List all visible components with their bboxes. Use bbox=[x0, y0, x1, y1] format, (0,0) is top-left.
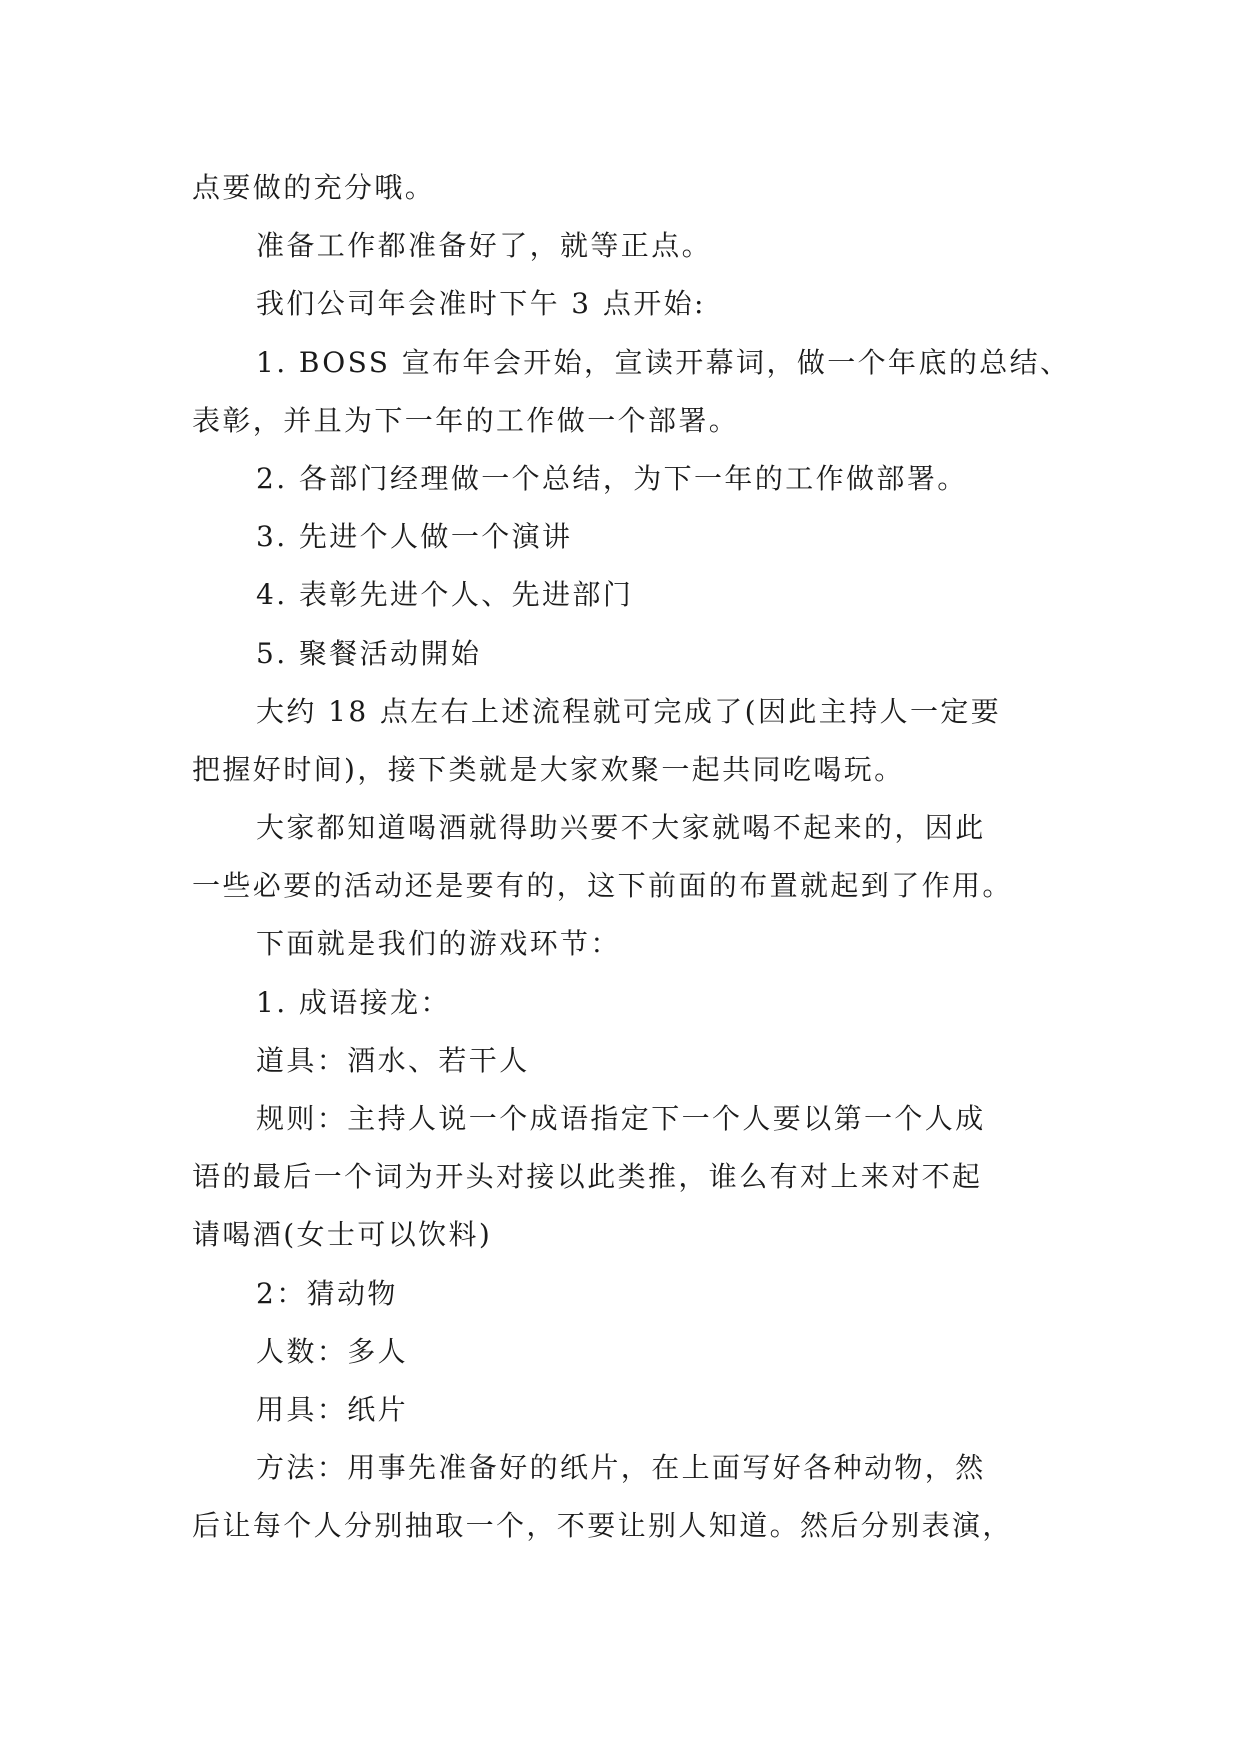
text-line: 表彰，并且为下一年的工作做一个部署。 bbox=[192, 403, 740, 437]
text-line: 3. 先进个人做一个演讲 bbox=[256, 520, 573, 554]
text-line: 大约 18 点左右上述流程就可完成了(因此主持人一定要 bbox=[256, 694, 1002, 728]
text-line: 我们公司年会准时下午 3 点开始: bbox=[256, 287, 706, 321]
text-line: 语的最后一个词为开头对接以此类推，谁么有对上来对不起 bbox=[192, 1160, 983, 1194]
text-line: 把握好时间)，接下类就是大家欢聚一起共同吃喝玩。 bbox=[192, 752, 905, 786]
text-line: 2. 各部门经理做一个总结，为下一年的工作做部署。 bbox=[256, 461, 968, 495]
text-line: 5. 聚餐活动開始 bbox=[256, 636, 482, 670]
text-line: 4. 表彰先进个人、先进部门 bbox=[256, 578, 634, 612]
text-line: 大家都知道喝酒就得助兴要不大家就喝不起来的，因此 bbox=[256, 811, 986, 845]
text-line: 方法：用事先准备好的纸片，在上面写好各种动物，然 bbox=[256, 1451, 986, 1485]
text-line: 点要做的充分哦。 bbox=[192, 171, 436, 204]
text-line: 规则：主持人说一个成语指定下一个人要以第一个人成 bbox=[256, 1102, 986, 1135]
text-line: 人数：多人 bbox=[256, 1334, 409, 1368]
text-line: 下面就是我们的游戏环节： bbox=[256, 927, 621, 961]
document-body bbox=[192, 159, 1072, 1556]
text-line: 用具：纸片 bbox=[256, 1392, 409, 1426]
text-line: 后让每个人分别抽取一个，不要让别人知道。然后分别表演， bbox=[192, 1509, 1013, 1543]
text-line: 1. 成语接龙： bbox=[256, 985, 451, 1019]
text-line: 准备工作都准备好了，就等正点。 bbox=[256, 229, 713, 263]
text-line: 一些必要的活动还是要有的，这下前面的布置就起到了作用。 bbox=[192, 869, 1013, 903]
text-line: 请喝酒(女士可以饮料) bbox=[192, 1218, 493, 1252]
text-line: 1. BOSS 宣布年会开始，宣读开幕词，做一个年底的总结、 bbox=[256, 345, 1071, 379]
text-line: 道具：酒水、若干人 bbox=[256, 1043, 530, 1077]
text-line: 2：猜动物 bbox=[256, 1276, 398, 1310]
